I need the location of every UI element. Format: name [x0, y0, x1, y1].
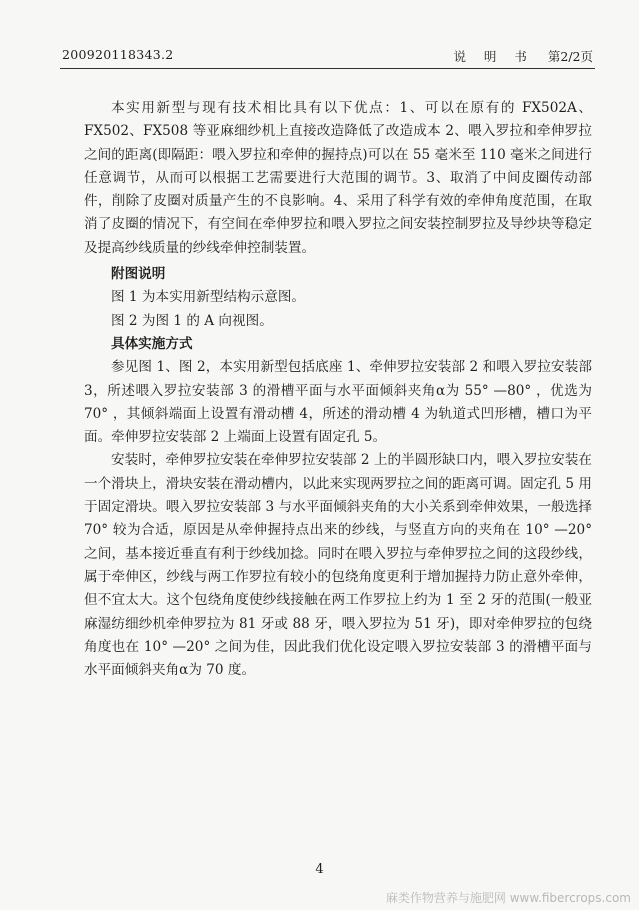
- page-header: [62, 47, 593, 67]
- header-right: [443, 47, 593, 65]
- watermark-text: 麻类作物营养与施肥网 www.fibercrops.com: [385, 891, 631, 905]
- document-body: [84, 97, 592, 682]
- doc-number: 200920118343.2: [62, 47, 174, 62]
- figure-2-caption: 图 2 为图 1 的 A 向视图。: [111, 312, 273, 329]
- embodiment-paragraph-1: 参见图 1、图 2，本实用新型包括底座 1、牵伸罗拉安装部 2 和喂入罗拉安装部 3，所述喂入罗拉安装部 3 的滑槽平面与水平面倾斜夹角α为 55° —80° ，优选为 70° ，其倾斜端面上设置有滑动槽 4，所述的滑动槽 4 为轨道式凹形槽，槽口为平面。牵伸罗拉安装部 2 上端面上设置有固定孔 5。: [84, 359, 592, 446]
- page-label: 第2/2页: [547, 49, 593, 64]
- header-rule: [60, 68, 595, 69]
- embodiment-paragraph-2: 安装时，牵伸罗拉安装在牵伸罗拉安装部 2 上的半圆形缺口内，喂入罗拉安装在一个滑块上，滑块安装在滑动槽内，以此来实现两罗拉之间的距离可调。固定孔 5 用于固定滑块。喂入罗拉安装部 3 与水平面倾斜夹角的大小关系到牵伸效果，一般选择 70° 较为合适，原因是从牵伸握持点出来的纱线，与竖直方向的夹角在 10° —20° 之间，基本接近垂直有利于纱线加捻。同时在喂入罗拉与牵伸罗拉之间的这段纱线，属于牵伸区，纱线与两工作罗拉有较小的包绕角度更利于增加握持力防止意外牵伸，但不宜太大。这个包绕角度使纱线接触在两工作罗拉上约为 1 至 2 牙的范围(一般亚麻湿纺细纱机牵伸罗拉为 81 牙或 88 牙，喂入罗拉为 51 牙)，即对牵伸罗拉的包绕角度也在 10° —20° 之间为佳，因此我们优化设定喂入罗拉安装部 3 的滑槽平面与水平面倾斜夹角α为 70 度。: [84, 452, 592, 679]
- figure-1-caption: 图 1 为本实用新型结构示意图。: [111, 289, 306, 306]
- page-number: 4: [315, 862, 324, 877]
- figures-heading: 附图说明: [111, 266, 166, 283]
- embodiment-heading: 具体实施方式: [111, 335, 193, 352]
- advantages-paragraph: 本实用新型与现有技术相比具有以下优点：1、可以在原有的 FX502A、FX502、FX508 等亚麻细纱机上直接改造降低了改造成本 2、喂入罗拉和牵伸罗拉之间的距离(即隔距：喂入罗拉和牵伸的握持点)可以在 55 毫米至 110 毫米之间进行任意调节，从而可以根据工艺需要进行大范围的调节。3、取消了中间皮圈传动部件，削除了皮圈对质量产生的不良影响。4、采用了科学有效的牵伸角度范围，在取消了皮圈的情况下，有空间在牵伸罗拉和喂入罗拉之间安装控制罗拉及导纱块等稳定及提高纱线质量的纱线牵伸控制装置。: [84, 100, 592, 256]
- doc-title: 说 明 书: [453, 49, 534, 64]
